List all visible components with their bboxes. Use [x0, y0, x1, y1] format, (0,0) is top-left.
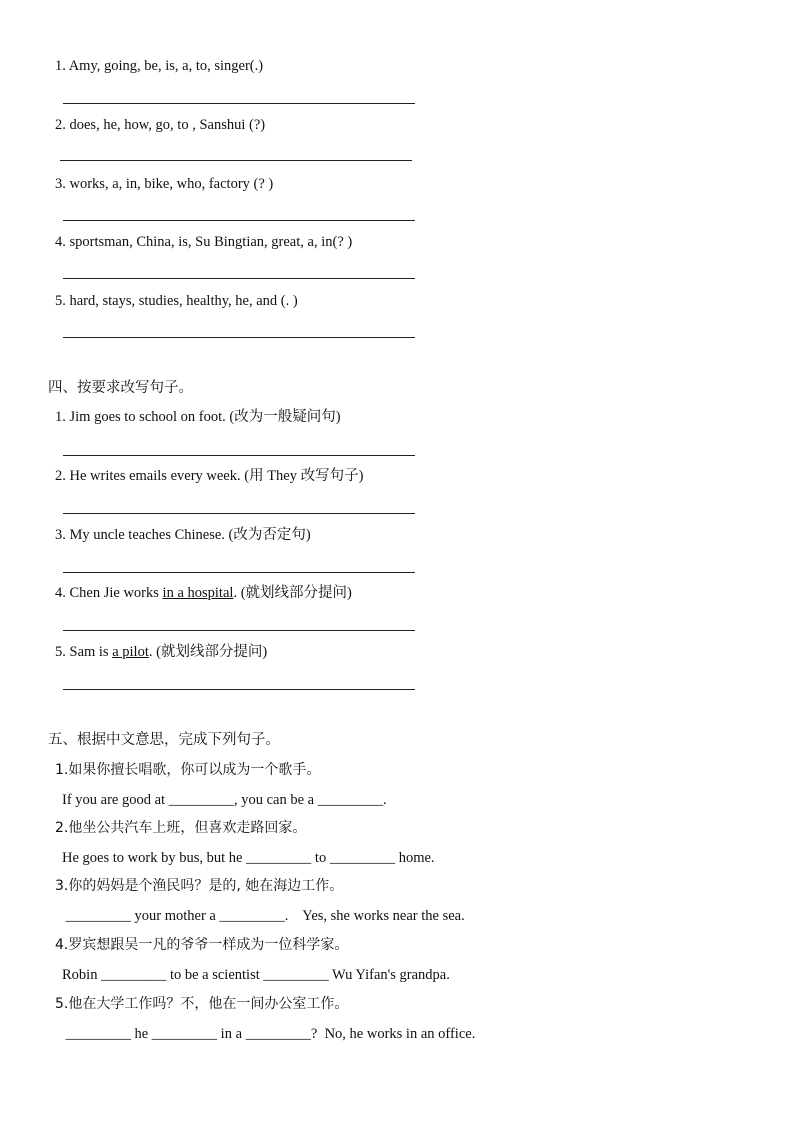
chinese-prompt-1: 1.如果你擅长唱歌，你可以成为一个歌手。: [55, 762, 321, 778]
question-4-1: 1. Jim goes to school on foot. (改为一般疑问句): [55, 409, 341, 425]
answer-line[interactable]: [60, 160, 412, 161]
answer-line[interactable]: [63, 103, 415, 104]
question-3-4: 4. sportsman, China, is, Su Bingtian, great, a, in(? ): [55, 234, 353, 250]
question-4-4: [55, 584, 352, 602]
answer-line[interactable]: [63, 337, 415, 338]
question-text: 4. Chen Jie works: [55, 585, 163, 601]
question-4-2: 2. He writes emails every week. (用 They 改写句子): [55, 468, 364, 484]
chinese-prompt-4: 4.罗宾想跟吴一凡的爷爷一样成为一位科学家。: [55, 937, 349, 953]
question-3-1: 1. Amy, going, be, is, a, to, singer(.): [55, 58, 264, 74]
question-text: . (就划线部分提问): [233, 585, 352, 601]
chinese-prompt-5: 5.他在大学工作吗？不，他在一间办公室工作。: [55, 996, 349, 1012]
answer-line[interactable]: [63, 220, 415, 221]
answer-line[interactable]: [63, 630, 415, 631]
answer-line[interactable]: [63, 278, 415, 279]
question-4-5: [55, 643, 267, 661]
answer-line[interactable]: [63, 689, 415, 690]
question-4-3: 3. My uncle teaches Chinese. (改为否定句): [55, 527, 311, 543]
question-3-5: 5. hard, stays, studies, healthy, he, and (. ): [55, 293, 298, 309]
question-3-3: 3. works, a, in, bike, who, factory (? ): [55, 176, 274, 192]
chinese-prompt-3: 3.你的妈妈是个渔民吗？是的, 她在海边工作。: [55, 878, 344, 894]
fill-in-sentence-3[interactable]: _________ your mother a _________. Yes, she works near the sea.: [62, 908, 465, 924]
chinese-prompt-2: 2.他坐公共汽车上班，但喜欢走路回家。: [55, 820, 307, 836]
question-text: 5. Sam is: [55, 644, 113, 660]
question-text: . (就划线部分提问): [148, 644, 268, 660]
fill-in-sentence-1[interactable]: If you are good at _________, you can be a _________.: [62, 792, 387, 808]
fill-in-sentence-4[interactable]: Robin _________ to be a scientist _________ Wu Yifan's grandpa.: [62, 967, 450, 983]
answer-line[interactable]: [63, 572, 415, 573]
underlined-phrase: in a hospital: [162, 585, 234, 601]
underlined-phrase: a pilot: [112, 644, 149, 660]
question-3-2: 2. does, he, how, go, to , Sanshui (?): [55, 117, 266, 133]
fill-in-sentence-5[interactable]: _________ he _________ in a _________? No, he works in an office.: [62, 1026, 476, 1042]
section-heading-5: 五、根据中文意思，完成下列句子。: [48, 732, 280, 748]
section-heading-4: 四、按要求改写句子。: [48, 380, 193, 396]
fill-in-sentence-2[interactable]: He goes to work by bus, but he _________ to _________ home.: [62, 850, 435, 866]
answer-line[interactable]: [63, 455, 415, 456]
answer-line[interactable]: [63, 513, 415, 514]
